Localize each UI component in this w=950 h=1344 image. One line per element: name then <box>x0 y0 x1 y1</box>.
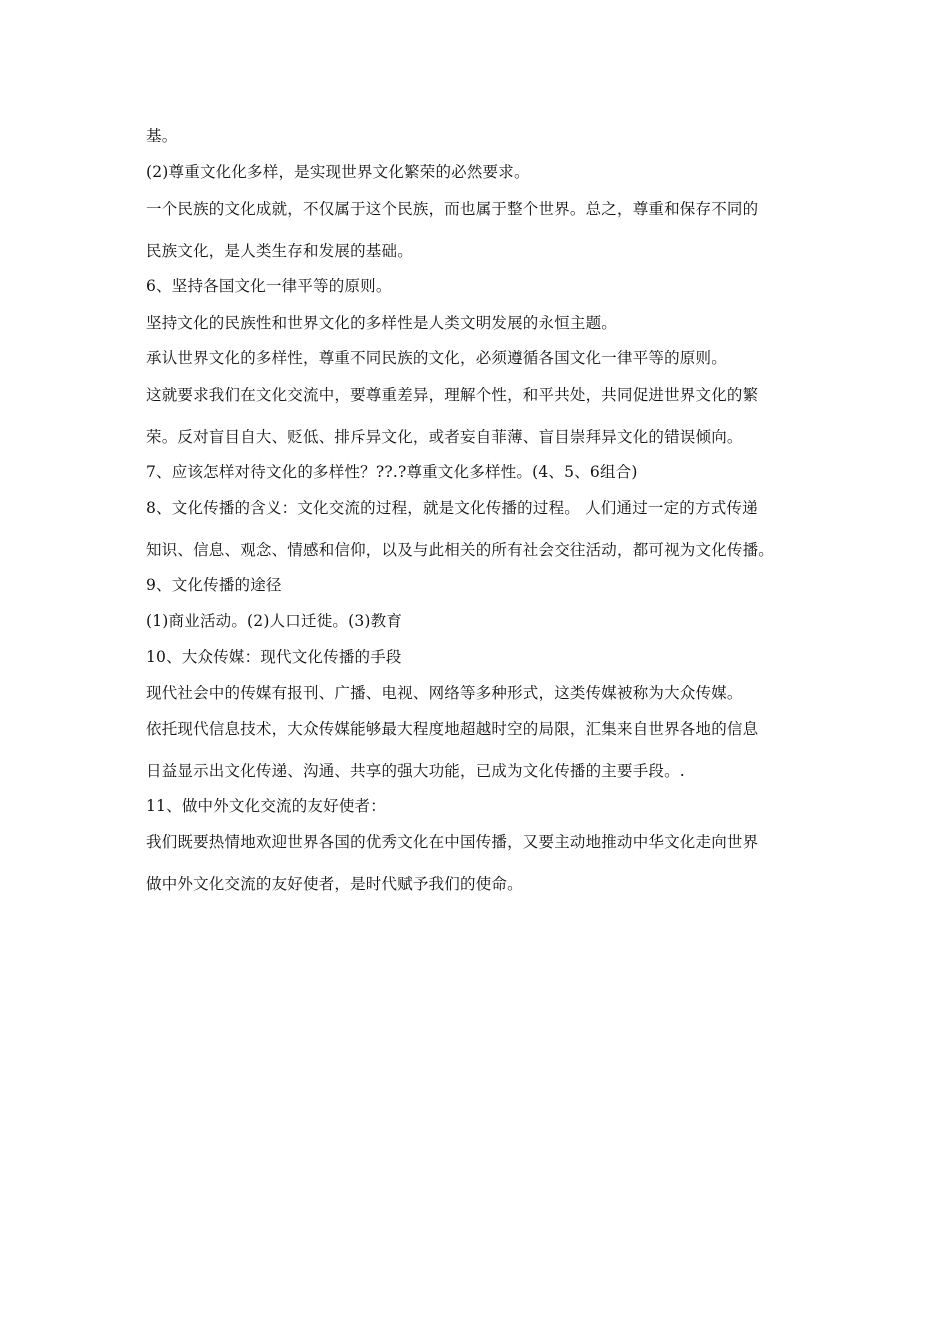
text-line: 承认世界文化的多样性，尊重不同民族的文化，必须遵循各国文化一律平等的原则。 <box>146 349 727 367</box>
section-heading: 11、做中外文化交流的友好使者： <box>146 797 386 815</box>
section-heading: 10、大众传媒：现代文化传播的手段 <box>146 648 402 666</box>
text-line: 做中外文化交流的友好使者，是时代赋予我们的使命。 <box>146 875 523 893</box>
text-line: 知识、信息、观念、情感和信仰，以及与此相关的所有社会交往活动，都可视为文化传播。 <box>146 541 775 559</box>
text-line: 荣。反对盲目自大、贬低、排斥异文化，或者妄自菲薄、盲目崇拜异文化的错误倾向。 <box>146 428 743 446</box>
text-line: 日益显示出文化传递、沟通、共享的强大功能，已成为文化传播的主要手段。. <box>146 762 685 780</box>
section-heading: 6、坚持各国文化一律平等的原则。 <box>146 277 392 295</box>
text-line: (1)商业活动。(2)人口迁徙。(3)教育 <box>146 612 403 630</box>
section-heading: 9、文化传播的途径 <box>146 576 282 594</box>
text-line: 坚持文化的民族性和世界文化的多样性是人类文明发展的永恒主题。 <box>146 314 618 332</box>
text-line: 民族文化，是人类生存和发展的基础。 <box>146 242 413 260</box>
section-heading: 8、文化传播的含义：文化交流的过程，就是文化传播的过程。 人们通过一定的方式传递 <box>146 499 758 517</box>
text-line: 一个民族的文化成就，不仅属于这个民族，而也属于整个世界。总之，尊重和保存不同的 <box>146 200 759 218</box>
text-line: 基。 <box>146 127 178 145</box>
text-line: 我们既要热情地欢迎世界各国的优秀文化在中国传播，又要主动地推动中华文化走向世界 <box>146 833 759 851</box>
text-line: 现代社会中的传媒有报刊、广播、电视、网络等多种形式，这类传媒被称为大众传媒。 <box>146 684 743 702</box>
text-line: 这就要求我们在文化交流中，要尊重差异，理解个性，和平共处，共同促进世界文化的繁 <box>146 386 759 404</box>
text-line: 依托现代信息技术，大众传媒能够最大程度地超越时空的局限，汇集来自世界各地的信息 <box>146 720 759 738</box>
text-line: (2)尊重文化化多样，是实现世界文化繁荣的必然要求。 <box>146 163 530 181</box>
section-heading: 7、应该怎样对待文化的多样性？??.?尊重文化多样性。(4、5、6组合) <box>146 463 638 481</box>
